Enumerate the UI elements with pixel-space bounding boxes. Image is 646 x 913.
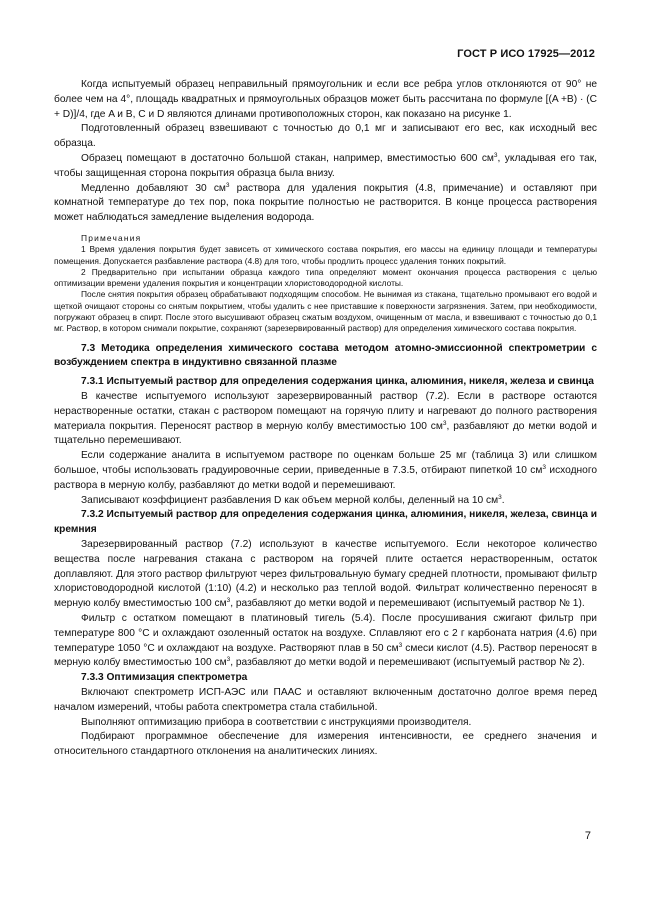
- document-body: [54, 78, 597, 760]
- paragraph: Зарезервированный раствор (7.2) используют в качестве испытуемого. Если некоторое количество вещества после нагревания стакана с раствором на горячей плите остается нерастворенным, остаток доплавляют. Для этого раствор фильтруют через фильтровальную бумагу средней плотности, промывают фильтр хлористоводородной кислотой (1:10) (4.2) и несколько раз теплой водой. Фильтрат количественно переносят в мерную колбу вместимостью 100 $см^3$, разбавляют до метки водой и перемешивают (испытуемый раствор № 1).: [54, 539, 597, 610]
- paragraph: Когда испытуемый образец неправильный прямоугольник и если все ребра углов отклоняются от 90° не более чем на 4°, площадь квадратных и прямоугольных образцов может быть рассчитана по формуле [(A +B) · (C + D)]/4, где A и B, C и D являются длинами противоположных сторон, как показано на рисунке 1.: [54, 79, 597, 120]
- paragraph: Включают спектрометр ИСП-АЭС или ПААС и оставляют включенным достаточно долгое время перед началом измерений, чтобы работа спектрометра стала стабильной.: [54, 686, 597, 713]
- subsection-heading: 7.3.1 Испытуемый раствор для определения содержания цинка, алюминия, никеля, железа и свинца: [81, 376, 594, 388]
- subsection-heading: 7.3.2 Испытуемый раствор для определения содержания цинка, алюминия, никеля, железа, свинца и кремния: [54, 509, 597, 536]
- note: После снятия покрытия образец обрабатывают подходящим способом. Не вынимая из стакана, тщательно промывают его водой и щеткой очищают стороны со снятым покрытием, чтобы удалить с нее приставшие к поверхности загрязнения. Затем, при необходимости, погружают образец в спирт. После этого высушивают образец сжатым воздухом, очищенным от масла, и взвешивают с точностью до 0,1 мг. Раствор, в котором снимали покрытие, сохраняют (зарезервированный раствор) для определения химического состава покрытия.: [54, 289, 597, 334]
- note: 2 Предварительно при испытании образца каждого типа определяют момент окончания процесса растворения с целью оптимизации времени удаления покрытия и концентрации хлористоводородной кислоты.: [54, 266, 597, 289]
- paragraph: Медленно добавляют 30 $см^3$ раствора для удаления покрытия (4.8, примечание) и оставляют при комнатной температуре до тех пор, пока покрытие полностью не растворится. В конце процесса растворения может наблюдаться замедление выделения водорода.: [54, 181, 597, 224]
- section-heading: 7.3 Методика определения химического состава методом атомно-эмиссионной спектрометрии с возбуждением спектра в индуктивно связанной плазме: [54, 342, 597, 369]
- paragraph: Подбирают программное обеспечение для измерения интенсивности, ее среднего значения и относительного стандартного отклонения на аналитических линиях.: [54, 731, 597, 758]
- document-header: ГОСТ Р ИСО 17925—2012: [457, 48, 595, 60]
- paragraph: Фильтр с остатком помещают в платиновый тигель (5.4). После просушивания сжигают фильтр при температуре 800 °С и охлаждают озоленный остаток на воздухе. Сплавляют его с 2 г карбоната натрия (4.6) при температуре 1050 °С и охлаждают на воздухе. Растворяют плав в 50 $см^3$ смеси кислот (4.5). Раствор переносят в мерную колбу вместимостью 100 $см^3$, разбавляют до метки водой и перемешивают (испытуемый раствор № 2).: [54, 612, 597, 669]
- notes-block: [54, 233, 597, 335]
- paragraph: Подготовленный образец взвешивают с точностью до 0,1 мг и записывают его вес, как исходный вес образца.: [54, 123, 597, 150]
- note: 1 Время удаления покрытия будет зависеть от химического состава покрытия, его массы на единицу площади и температуры помещения. Допускается разбавление раствора (4.8) для того, чтобы продлить процесс удаления тонких покрытий.: [54, 244, 597, 266]
- notes-title: Примечания: [81, 232, 142, 243]
- paragraph: Выполняют оптимизацию прибора в соответствии с инструкциями производителя.: [81, 716, 472, 728]
- paragraph: Записывают коэффициент разбавления D как объем мерной колбы, деленный на 10 $см^3$.: [81, 493, 505, 506]
- subsection-heading: 7.3.3 Оптимизация спектрометра: [81, 672, 248, 684]
- paragraph: В качестве испытуемого используют зарезервированный раствор (7.2). Если в растворе остаются нерастворенные остатки, стакан с раствором помещают на горячую плиту и нагревают до полного растворения материала покрытия. Переносят раствор в мерную колбу вместимостью 100 $см^3$, разбавляют до метки водой и тщательно перемешивают.: [54, 391, 598, 447]
- paragraph: Образец помещают в достаточно большой стакан, например, вместимостью 600 $см^3$, укладывая его так, чтобы защищенная сторона покрытия образца была внизу.: [54, 151, 597, 179]
- paragraph: Если содержание аналита в испытуемом растворе по оценкам больше 25 мг (таблица 3) или слишком большое, чтобы использовать градуировочные серии, приведенные в 7.3.5, отбирают пипеткой 10 $см^3$ исходного раствора в мерную колбу, разбавляют до метки водой и перемешивают.: [54, 450, 597, 491]
- page-number: 7: [584, 830, 591, 842]
